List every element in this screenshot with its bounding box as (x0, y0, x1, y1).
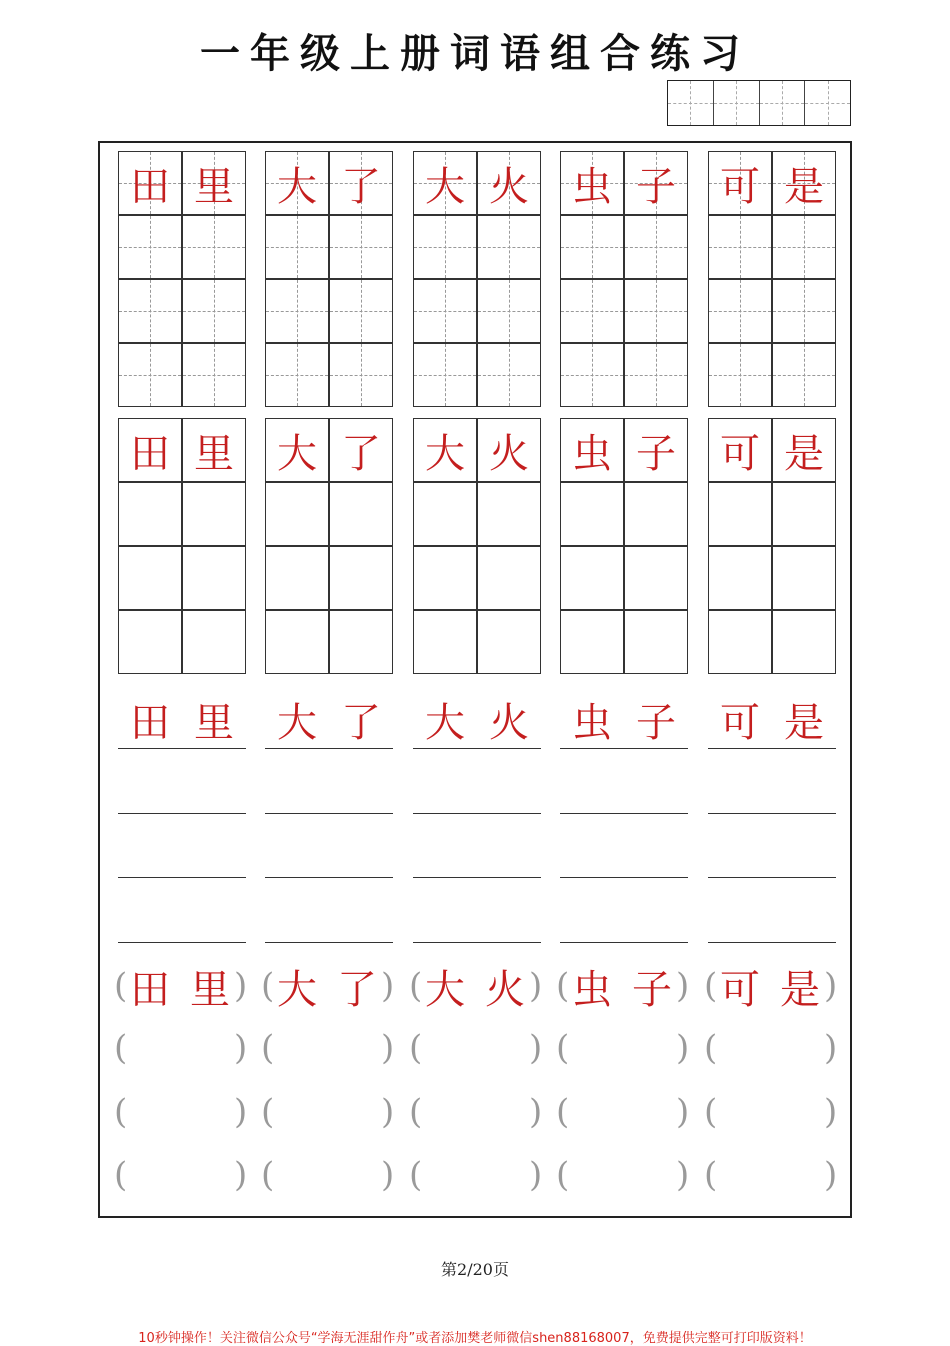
model-character: 了 (341, 430, 381, 477)
answer-blank[interactable] (427, 1155, 527, 1195)
paren-close: ) (676, 966, 690, 1006)
writing-cell[interactable] (624, 215, 688, 279)
paren-close: ) (529, 966, 543, 1006)
paren-open: ( (261, 1155, 275, 1195)
model-underline (560, 748, 688, 749)
model-character: 虫 (572, 163, 612, 210)
paren-close: ) (824, 966, 838, 1006)
model-character: 是 (784, 430, 824, 477)
model-character: 火 (489, 699, 529, 746)
model-underline (413, 748, 541, 749)
writing-line[interactable] (413, 877, 541, 878)
page-number: 第2/20页 (441, 1260, 509, 1279)
answer-blank[interactable] (722, 1092, 822, 1132)
model-character: 田 (130, 163, 170, 210)
writing-cell[interactable] (708, 343, 772, 407)
paren-open: ( (261, 1028, 275, 1068)
writing-line[interactable] (118, 877, 246, 878)
writing-cell[interactable] (118, 215, 182, 279)
writing-line[interactable] (560, 813, 688, 814)
answer-blank[interactable] (279, 1028, 379, 1068)
model-character: 虫 (572, 966, 612, 1013)
writing-cell[interactable] (560, 279, 624, 343)
model-character: 可 (720, 699, 760, 746)
model-character: 是 (784, 699, 824, 746)
writing-cell[interactable] (118, 546, 182, 610)
writing-line[interactable] (708, 942, 836, 943)
score-cell (714, 81, 760, 125)
model-character: 是 (780, 966, 820, 1013)
paren-close: ) (381, 1155, 395, 1195)
writing-cell[interactable] (624, 279, 688, 343)
writing-cell[interactable] (413, 215, 477, 279)
writing-cell[interactable] (182, 610, 246, 674)
writing-cell[interactable] (329, 215, 393, 279)
model-character: 田 (130, 699, 170, 746)
answer-blank[interactable] (132, 1155, 232, 1195)
answer-blank[interactable] (279, 1092, 379, 1132)
model-underline (265, 748, 393, 749)
writing-cell[interactable] (772, 215, 836, 279)
writing-cell[interactable] (265, 482, 329, 546)
paren-open: ( (409, 1155, 423, 1195)
writing-line[interactable] (118, 813, 246, 814)
score-cell (805, 81, 850, 125)
writing-cell[interactable] (477, 610, 541, 674)
writing-cell[interactable] (624, 482, 688, 546)
writing-cell[interactable] (560, 215, 624, 279)
answer-blank[interactable] (132, 1028, 232, 1068)
paren-open: ( (556, 1155, 570, 1195)
writing-cell[interactable] (329, 279, 393, 343)
writing-line[interactable] (265, 813, 393, 814)
model-character: 子 (636, 430, 676, 477)
answer-blank[interactable] (279, 1155, 379, 1195)
model-underline (118, 748, 246, 749)
paren-open: ( (409, 966, 423, 1006)
paren-close: ) (529, 1092, 543, 1132)
writing-cell[interactable] (413, 546, 477, 610)
paren-close: ) (381, 1028, 395, 1068)
writing-cell[interactable] (624, 546, 688, 610)
model-character: 了 (337, 966, 377, 1013)
answer-blank[interactable] (427, 1028, 527, 1068)
writing-cell[interactable] (624, 343, 688, 407)
model-character: 了 (341, 699, 381, 746)
paren-close: ) (234, 966, 248, 1006)
writing-cell[interactable] (329, 343, 393, 407)
paren-open: ( (556, 966, 570, 1006)
page-title: 一年级上册词语组合练习 (200, 30, 750, 77)
paren-open: ( (114, 1155, 128, 1195)
model-underline (708, 748, 836, 749)
paren-close: ) (824, 1155, 838, 1195)
writing-cell[interactable] (772, 546, 836, 610)
model-character: 子 (632, 966, 672, 1013)
model-character: 里 (194, 430, 234, 477)
model-character: 大 (425, 966, 465, 1013)
model-character: 虫 (572, 699, 612, 746)
paren-close: ) (676, 1155, 690, 1195)
writing-cell[interactable] (708, 546, 772, 610)
model-character: 大 (277, 966, 317, 1013)
model-character: 里 (194, 699, 234, 746)
answer-blank[interactable] (574, 1155, 674, 1195)
writing-cell[interactable] (265, 610, 329, 674)
writing-cell[interactable] (182, 279, 246, 343)
writing-cell[interactable] (329, 546, 393, 610)
model-character: 可 (720, 163, 760, 210)
writing-line[interactable] (560, 877, 688, 878)
paren-open: ( (704, 1155, 718, 1195)
writing-cell[interactable] (265, 215, 329, 279)
model-character: 大 (425, 163, 465, 210)
paren-open: ( (261, 1092, 275, 1132)
writing-cell[interactable] (772, 482, 836, 546)
model-character: 虫 (572, 430, 612, 477)
writing-line[interactable] (560, 942, 688, 943)
writing-cell[interactable] (329, 610, 393, 674)
writing-cell[interactable] (560, 610, 624, 674)
writing-cell[interactable] (560, 343, 624, 407)
writing-cell[interactable] (413, 279, 477, 343)
model-character: 子 (636, 163, 676, 210)
model-character: 可 (720, 430, 760, 477)
paren-close: ) (824, 1028, 838, 1068)
writing-cell[interactable] (329, 482, 393, 546)
writing-cell[interactable] (118, 343, 182, 407)
writing-cell[interactable] (265, 279, 329, 343)
writing-cell[interactable] (118, 482, 182, 546)
answer-blank[interactable] (574, 1092, 674, 1132)
writing-cell[interactable] (118, 279, 182, 343)
model-character: 火 (489, 430, 529, 477)
writing-cell[interactable] (477, 343, 541, 407)
footer-note: 10秒钟操作！关注微信公众号“学海无涯甜作舟”或者添加樊老师微信shen88168007，免费提供完整可打印版资料！ (138, 1331, 812, 1346)
writing-line[interactable] (413, 813, 541, 814)
writing-cell[interactable] (182, 343, 246, 407)
model-character: 里 (190, 966, 230, 1013)
answer-blank[interactable] (574, 1028, 674, 1068)
model-character: 大 (277, 430, 317, 477)
score-box (667, 80, 851, 126)
score-cell (760, 81, 806, 125)
paren-close: ) (529, 1155, 543, 1195)
paren-open: ( (556, 1028, 570, 1068)
paren-open: ( (114, 1092, 128, 1132)
writing-line[interactable] (708, 813, 836, 814)
model-character: 是 (784, 163, 824, 210)
paren-open: ( (409, 1092, 423, 1132)
paren-close: ) (676, 1028, 690, 1068)
writing-cell[interactable] (182, 546, 246, 610)
writing-line[interactable] (265, 877, 393, 878)
paren-open: ( (114, 1028, 128, 1068)
model-character: 大 (277, 163, 317, 210)
paren-close: ) (529, 1028, 543, 1068)
writing-cell[interactable] (560, 546, 624, 610)
writing-cell[interactable] (708, 215, 772, 279)
model-character: 子 (636, 699, 676, 746)
writing-line[interactable] (413, 942, 541, 943)
writing-line[interactable] (118, 942, 246, 943)
writing-cell[interactable] (708, 279, 772, 343)
writing-cell[interactable] (413, 610, 477, 674)
model-character: 火 (485, 966, 525, 1013)
paren-close: ) (234, 1028, 248, 1068)
writing-cell[interactable] (772, 343, 836, 407)
writing-cell[interactable] (624, 610, 688, 674)
model-character: 大 (425, 430, 465, 477)
model-character: 里 (194, 163, 234, 210)
model-character: 田 (130, 430, 170, 477)
writing-cell[interactable] (477, 215, 541, 279)
answer-blank[interactable] (427, 1092, 527, 1132)
writing-cell[interactable] (772, 610, 836, 674)
answer-blank[interactable] (132, 1092, 232, 1132)
model-character: 可 (720, 966, 760, 1013)
paren-close: ) (234, 1092, 248, 1132)
writing-cell[interactable] (708, 610, 772, 674)
answer-blank[interactable] (722, 1028, 822, 1068)
writing-cell[interactable] (182, 215, 246, 279)
writing-cell[interactable] (772, 279, 836, 343)
answer-blank[interactable] (722, 1155, 822, 1195)
model-character: 火 (489, 163, 529, 210)
paren-open: ( (704, 1028, 718, 1068)
paren-close: ) (676, 1092, 690, 1132)
paren-close: ) (381, 966, 395, 1006)
paren-close: ) (824, 1092, 838, 1132)
paren-open: ( (704, 966, 718, 1006)
writing-cell[interactable] (265, 343, 329, 407)
writing-cell[interactable] (118, 610, 182, 674)
paren-close: ) (381, 1092, 395, 1132)
paren-close: ) (234, 1155, 248, 1195)
writing-cell[interactable] (413, 482, 477, 546)
paren-open: ( (556, 1092, 570, 1132)
writing-cell[interactable] (560, 482, 624, 546)
model-character: 田 (130, 966, 170, 1013)
writing-line[interactable] (265, 942, 393, 943)
writing-cell[interactable] (265, 546, 329, 610)
writing-cell[interactable] (413, 343, 477, 407)
writing-cell[interactable] (477, 279, 541, 343)
paren-open: ( (409, 1028, 423, 1068)
score-cell (668, 81, 714, 125)
writing-line[interactable] (708, 877, 836, 878)
model-character: 大 (425, 699, 465, 746)
model-character: 大 (277, 699, 317, 746)
paren-open: ( (261, 966, 275, 1006)
writing-cell[interactable] (708, 482, 772, 546)
writing-cell[interactable] (477, 546, 541, 610)
paren-open: ( (704, 1092, 718, 1132)
writing-cell[interactable] (477, 482, 541, 546)
model-character: 了 (341, 163, 381, 210)
paren-open: ( (114, 966, 128, 1006)
writing-cell[interactable] (182, 482, 246, 546)
